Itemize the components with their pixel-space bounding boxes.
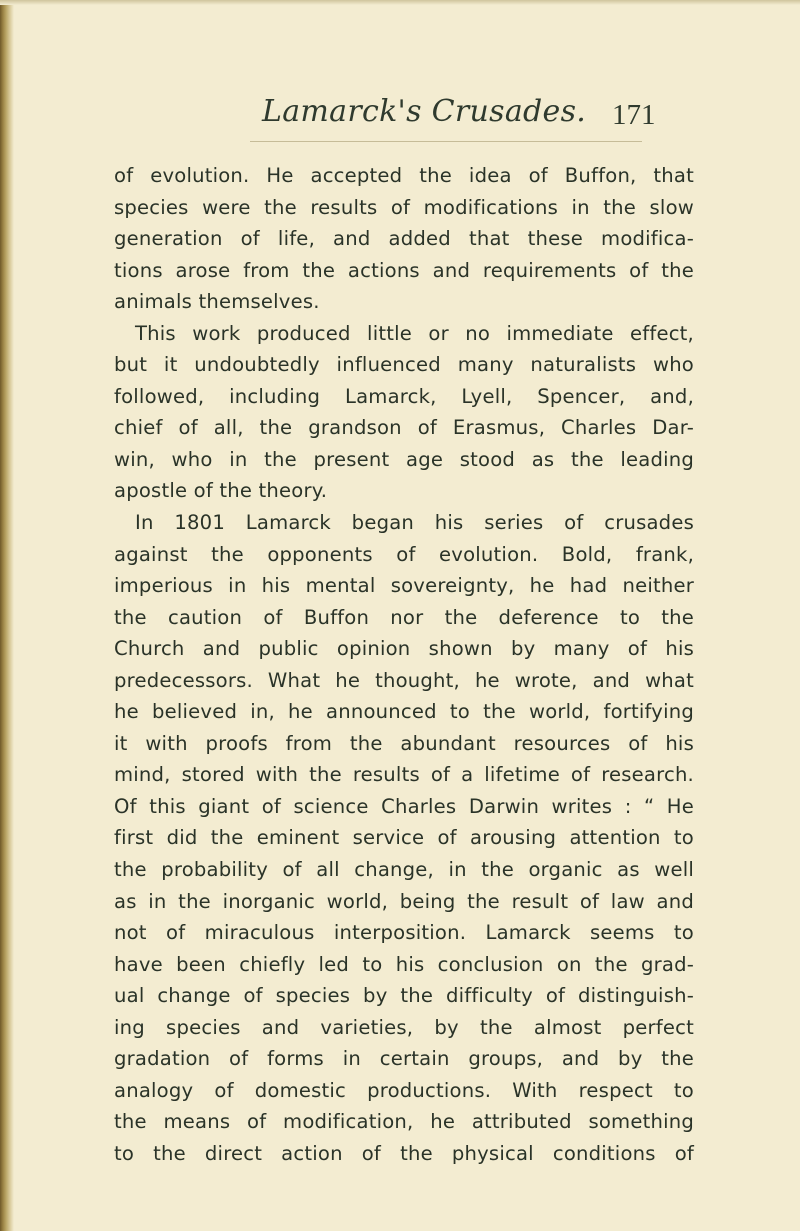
text-line: In 1801 Lamarck began his series of crusades	[135, 511, 694, 535]
text-line: win, who in the present age stood as the leading	[114, 447, 694, 471]
text-line: as in the inorganic world, being the result of law and	[114, 889, 694, 913]
text-line: chief of all, the grandson of Erasmus, Charles Dar-	[114, 416, 694, 440]
page-top-edge	[0, 0, 800, 5]
text-line: tions arose from the actions and requirements of the	[114, 258, 694, 282]
text-line: generation of life, and added that these modifica-	[114, 227, 694, 251]
text-line: the means of modification, he attributed something	[114, 1110, 694, 1134]
text-line: apostle of the theory.	[114, 479, 328, 503]
text-line: of evolution. He accepted the idea of Buffon, that	[114, 164, 694, 187]
text-line: against the opponents of evolution. Bold, frank,	[114, 542, 694, 566]
header-rule	[250, 141, 642, 142]
body-text	[114, 160, 694, 1170]
text-line: This work produced little or no immediate effect,	[135, 321, 694, 345]
text-line: analogy of domestic productions. With respect to	[114, 1078, 694, 1102]
text-line: Church and public opinion shown by many of his	[114, 637, 694, 661]
text-line: Of this giant of science Charles Darwin writes : “ He	[114, 794, 694, 818]
text-line: mind, stored with the results of a lifetime of research.	[114, 763, 694, 787]
text-line: have been chiefly led to his conclusion on the grad-	[114, 952, 694, 976]
text-line: not of miraculous interposition. Lamarck seems to	[114, 921, 694, 945]
page-number: 171	[612, 99, 656, 131]
text-line: gradation of forms in certain groups, and by the	[114, 1047, 694, 1071]
text-line: first did the eminent service of arousing attention to	[114, 826, 694, 850]
running-header	[0, 88, 800, 138]
book-binding-edge	[0, 0, 14, 1231]
text-line: predecessors. What he thought, he wrote, and what	[114, 668, 694, 692]
text-line: to the direct action of the physical conditions of	[114, 1141, 694, 1165]
text-line: followed, including Lamarck, Lyell, Spencer, and,	[114, 384, 694, 408]
text-line: species were the results of modifications in the slow	[114, 195, 694, 219]
text-line: but it undoubtedly influenced many naturalists who	[114, 353, 694, 377]
text-line: the caution of Buffon nor the deference to the	[114, 605, 694, 629]
running-title: Lamarck's Crusades.	[262, 94, 587, 129]
text-line: animals themselves.	[114, 290, 320, 314]
text-line: it with proofs from the abundant resources of his	[114, 731, 694, 755]
text-line: the probability of all change, in the organic as well	[114, 858, 694, 882]
text-line: ual change of species by the difficulty of distinguish-	[114, 984, 694, 1008]
text-line: he believed in, he announced to the world, fortifying	[114, 700, 694, 724]
text-line: ing species and varieties, by the almost perfect	[114, 1015, 694, 1039]
text-line: imperious in his mental sovereignty, he had neither	[114, 574, 694, 598]
